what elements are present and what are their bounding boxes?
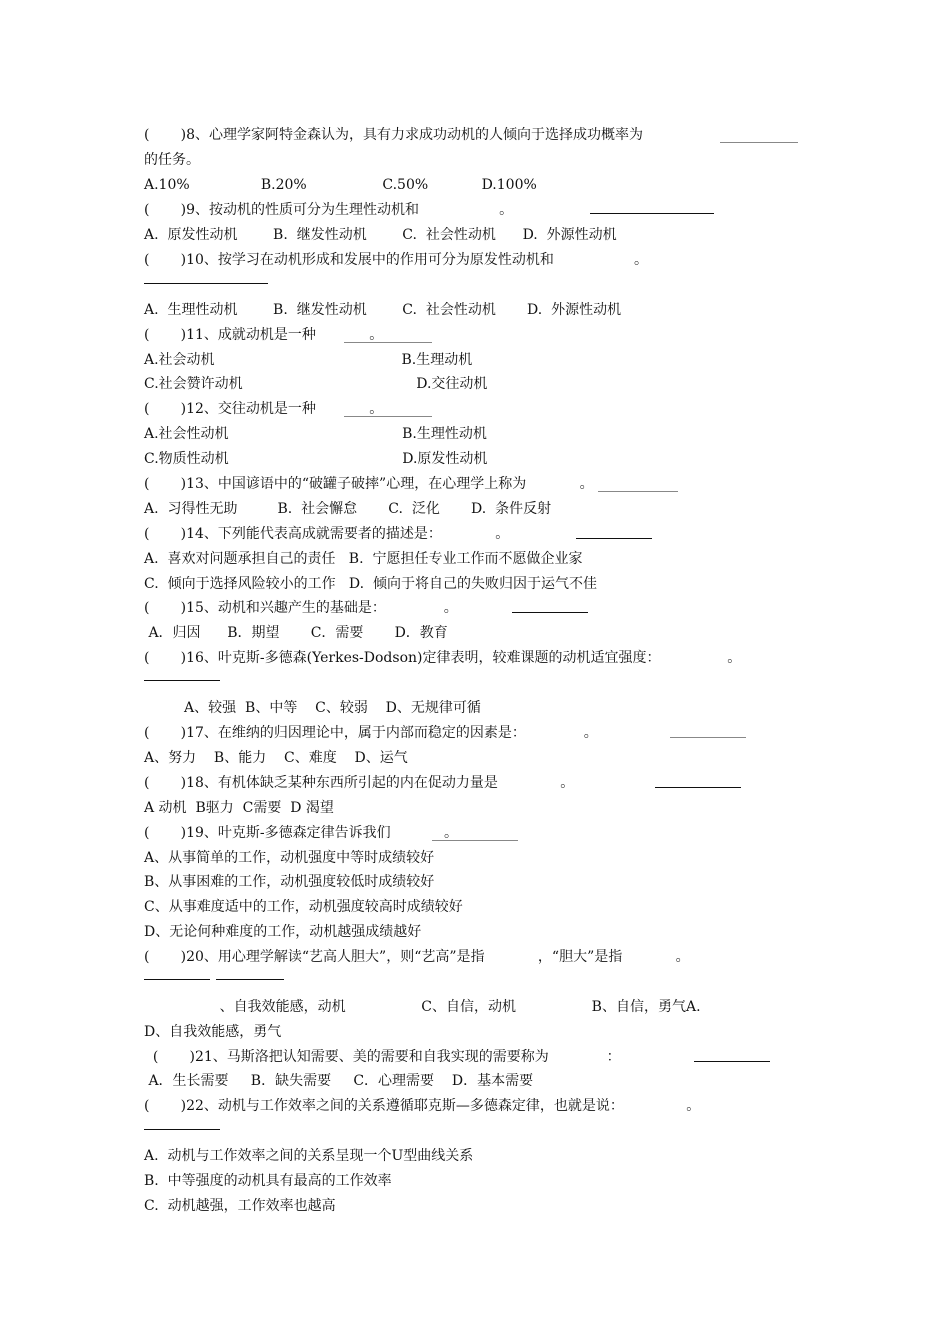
answer-blank[interactable] (655, 787, 741, 788)
answer-blank[interactable] (694, 1061, 770, 1062)
question-8-stem: ( )8、心理学家阿特金森认为，具有力求成功动机的人倾向于选择成功概率为 (144, 127, 643, 143)
question-11-options-row1: A.社会动机 B.生理动机 (144, 352, 473, 368)
question-22-option-a: A. 动机与工作效率之间的关系呈现一个U型曲线关系 (144, 1148, 474, 1164)
question-8-options: A.10% B.20% C.50% D.100% (144, 177, 537, 193)
question-9-stem: ( )9、按动机的性质可分为生理性动机和 。 (144, 202, 514, 218)
question-20-stem: ( )20、用心理学解读“艺高人胆大”，则“艺高”是指 ，“胆大”是指 。 (144, 949, 690, 965)
question-14-options-row2: C. 倾向于选择风险较小的工作 D. 倾向于将自己的失败归因于运气不佳 (144, 576, 597, 592)
answer-blank[interactable] (344, 342, 432, 343)
answer-blank[interactable] (432, 840, 518, 841)
question-19-option-b: B、从事困难的工作，动机强度较低时成绩较好 (144, 874, 435, 890)
question-21-options: A．生长需要 B．缺失需要 C．心理需要 D．基本需要 (144, 1073, 534, 1089)
question-18-options: A 动机 B驱力 C需要 D 渴望 (144, 800, 334, 816)
question-10-options: A. 生理性动机 B. 继发性动机 C. 社会性动机 D. 外源性动机 (144, 302, 622, 318)
question-19-option-c: C、从事难度适中的工作，动机强度较高时成绩较好 (144, 899, 463, 915)
answer-blank[interactable] (344, 416, 432, 417)
question-16-stem: ( )16、叶克斯-多德森(Yerkes-Dodson)定律表明，较难课题的动机适宜强度： 。 (144, 650, 742, 666)
question-22-stem: ( )22、动机与工作效率之间的关系遵循耶克斯—多德森定律，也就是说： 。 (144, 1098, 701, 1114)
question-19-stem: ( )19、叶克斯-多德森定律告诉我们 。 (144, 825, 459, 841)
answer-blank[interactable] (576, 538, 652, 539)
answer-blank[interactable] (670, 737, 746, 738)
question-8-stem-cont: 的任务。 (144, 152, 200, 168)
answer-blank[interactable] (512, 612, 588, 613)
question-13-options: A. 习得性无助 B. 社会懈怠 C. 泛化 D. 条件反射 (144, 501, 552, 517)
question-21-stem: ( )21、马斯洛把认知需要、美的需要和自我实现的需要称为 ： (144, 1049, 621, 1065)
question-9-options: A. 原发性动机 B. 继发性动机 C. 社会性动机 D. 外源性动机 (144, 227, 617, 243)
answer-blank[interactable] (144, 680, 220, 681)
answer-blank[interactable] (720, 142, 798, 143)
question-12-stem: ( )12、交往动机是一种 。 (144, 401, 384, 417)
question-12-options-row1: A.社会性动机 B.生理性动机 (144, 426, 487, 442)
question-14-options-row1: A. 喜欢对问题承担自己的责任 B. 宁愿担任专业工作而不愿做企业家 (144, 551, 583, 567)
question-15-stem: ( )15、动机和兴趣产生的基础是： 。 (144, 600, 458, 616)
question-20-options-row2: D、自我效能感，勇气 (144, 1024, 282, 1040)
question-17-options: A、努力 B、能力 C、难度 D、运气 (144, 750, 408, 766)
question-12-options-row2: C.物质性动机 D.原发性动机 (144, 451, 488, 467)
question-10-stem: ( )10、按学习在动机形成和发展中的作用可分为原发性动机和 。 (144, 252, 648, 268)
question-16-options: A、较强 B、中等 C、较弱 D、无规律可循 (144, 700, 481, 716)
question-18-stem: ( )18、有机体缺乏某种东西所引起的内在促动力量是 。 (144, 775, 575, 791)
answer-blank[interactable] (216, 979, 284, 980)
answer-blank[interactable] (590, 213, 714, 214)
question-14-stem: ( )14、下列能代表高成就需要者的描述是： 。 (144, 526, 510, 542)
question-11-options-row2: C.社会赞许动机 D.交往动机 (144, 376, 488, 392)
question-13-stem: ( )13、中国谚语中的“破罐子破摔”心理，在心理学上称为 。 (144, 476, 594, 492)
answer-blank[interactable] (598, 491, 678, 492)
question-11-stem: ( )11、成就动机是一种 。 (144, 327, 384, 343)
question-22-option-c: C. 动机越强，工作效率也越高 (144, 1198, 336, 1214)
question-19-option-a: A、从事简单的工作，动机强度中等时成绩较好 (144, 850, 435, 866)
question-19-option-d: D、无论何种难度的工作，动机越强成绩越好 (144, 924, 422, 940)
question-22-option-b: B. 中等强度的动机具有最高的工作效率 (144, 1173, 392, 1189)
question-17-stem: ( )17、在维纳的归因理论中，属于内部而稳定的因素是： 。 (144, 725, 598, 741)
answer-blank[interactable] (144, 1129, 220, 1130)
question-20-options-row1: 、自我效能感，动机 C、自信，动机 B、自信，勇气A. (144, 999, 701, 1015)
answer-blank[interactable] (144, 979, 210, 980)
answer-blank[interactable] (144, 283, 268, 284)
question-15-options: A．归因 B．期望 C．需要 D．教育 (144, 625, 448, 641)
